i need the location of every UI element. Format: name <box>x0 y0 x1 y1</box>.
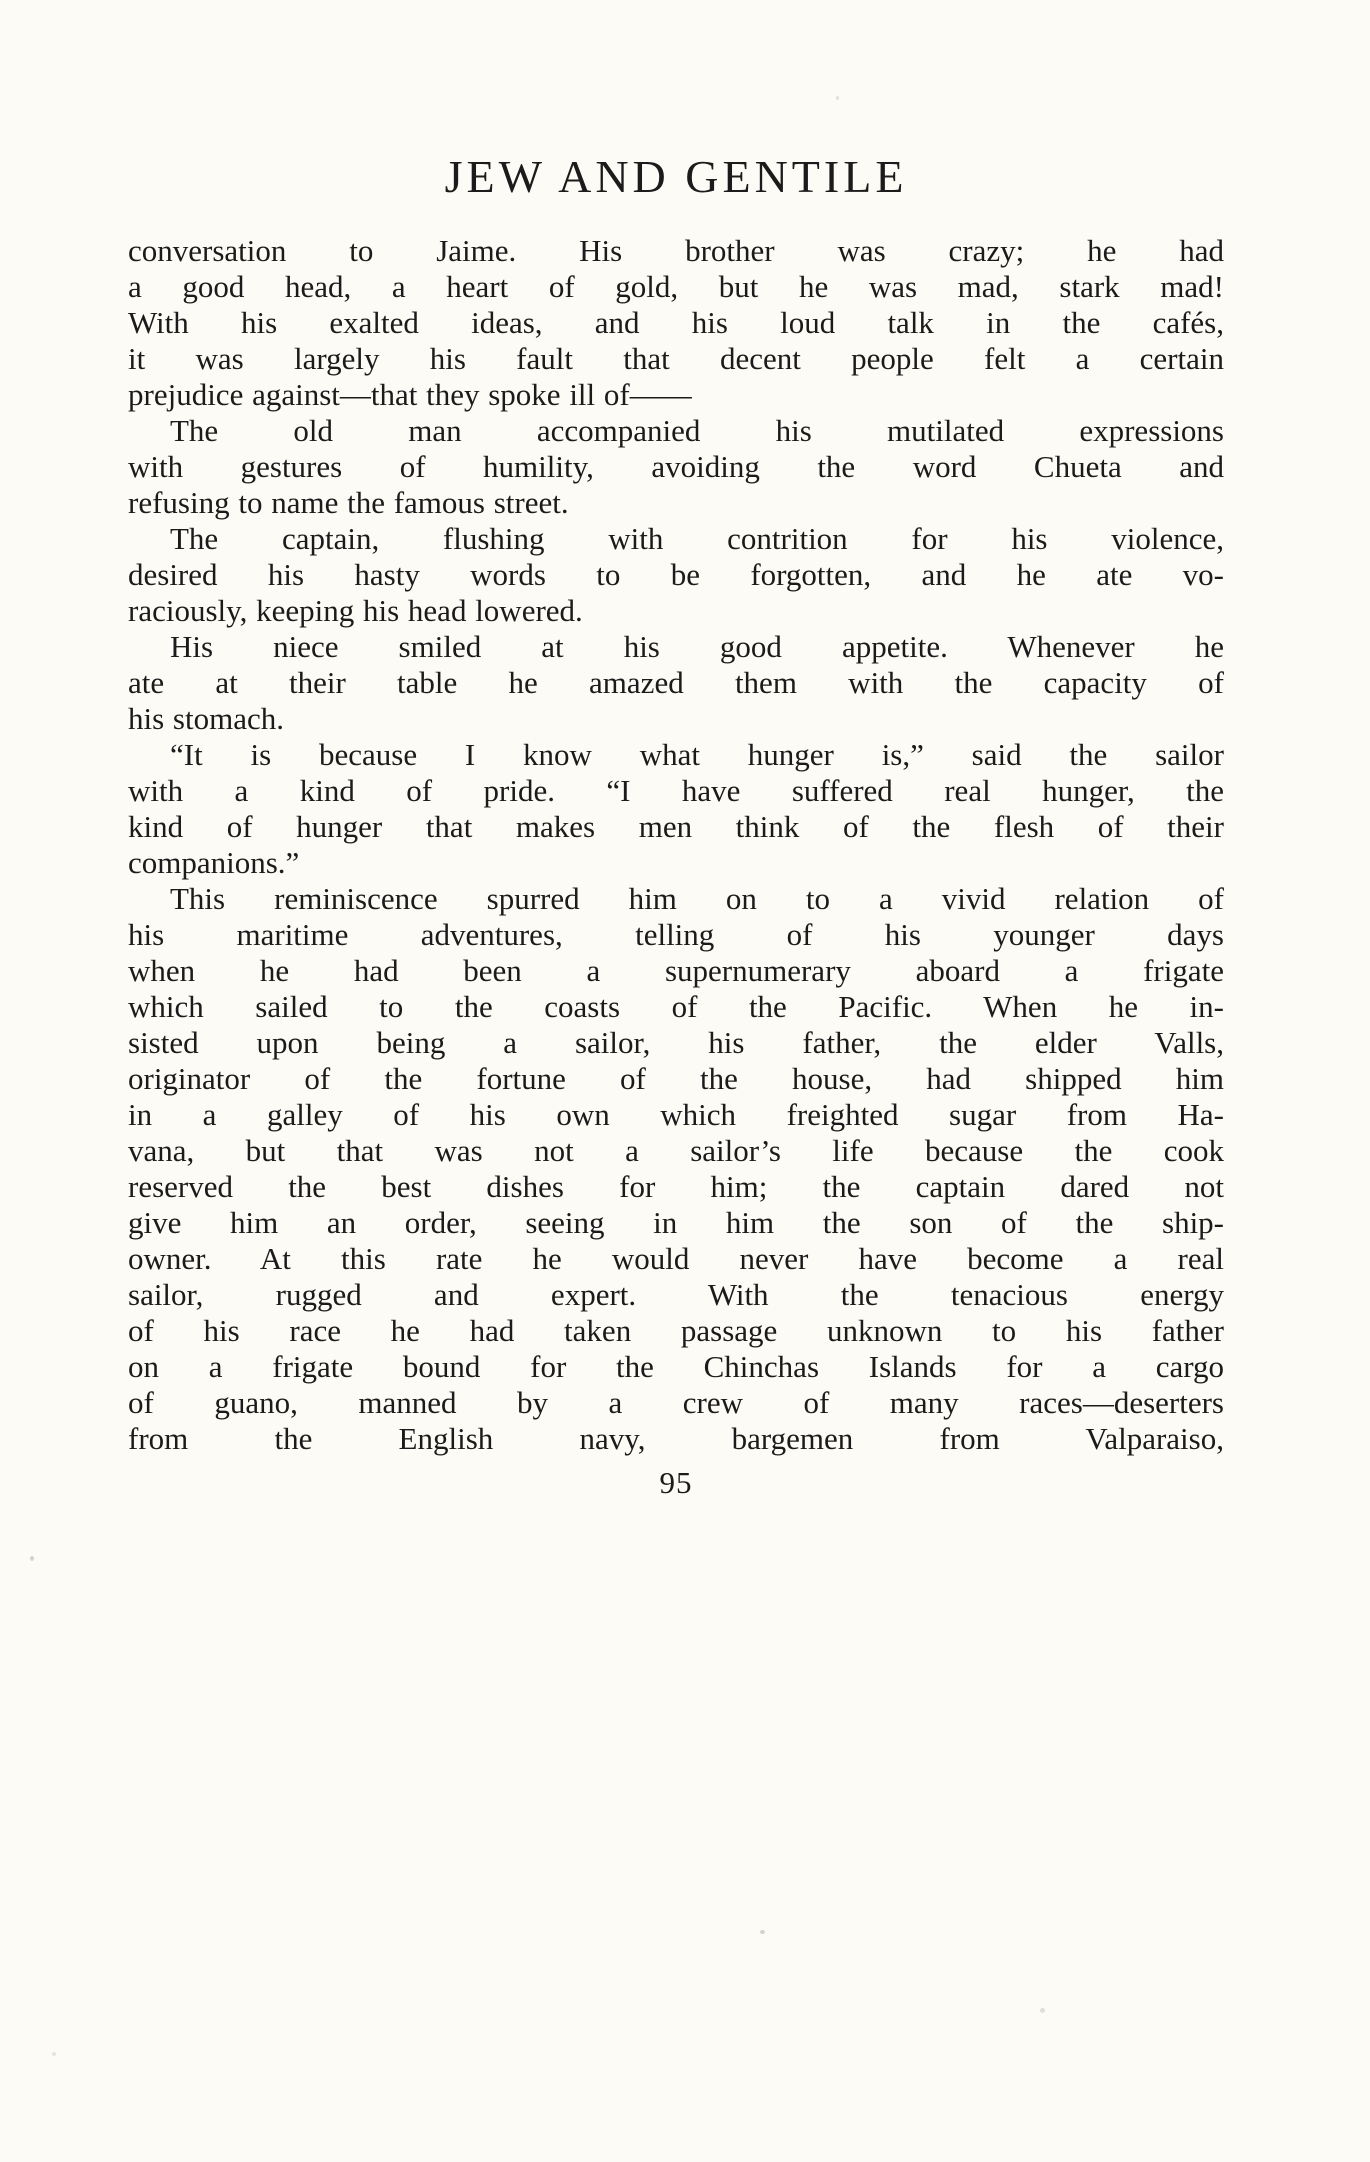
text-line: desired his hasty words to be forgotten, and he ate vo- <box>128 557 1224 592</box>
paragraph <box>128 233 1224 413</box>
text-line: on a frigate bound for the Chinchas Islands for a cargo <box>128 1349 1224 1384</box>
text-line: sailor, rugged and expert. With the tenacious energy <box>128 1277 1224 1312</box>
text-line: With his exalted ideas, and his loud talk in the cafés, <box>128 305 1224 340</box>
paragraph <box>128 881 1224 1457</box>
text-line: The old man accompanied his mutilated expressions <box>170 413 1224 448</box>
text-line: with gestures of humility, avoiding the word Chueta and <box>128 449 1224 484</box>
text-line: “It is because I know what hunger is,” said the sailor <box>170 737 1224 772</box>
text-line: ate at their table he amazed them with the capacity of <box>128 665 1224 700</box>
paragraph <box>128 737 1224 881</box>
page-number: 95 <box>659 1465 693 1500</box>
text-line: The captain, flushing with contrition for his violence, <box>170 521 1224 556</box>
page-content <box>128 150 1224 1501</box>
text-line: a good head, a heart of gold, but he was mad, stark mad! <box>128 269 1224 304</box>
scan-speck <box>836 96 839 100</box>
text-line: conversation to Jaime. His brother was crazy; he had <box>128 233 1224 268</box>
text-line: prejudice against—that they spoke ill of—— <box>128 377 692 412</box>
text-line: This reminiscence spurred him on to a vivid relation of <box>170 881 1224 916</box>
text-line: His niece smiled at his good appetite. Whenever he <box>170 629 1224 664</box>
scan-speck <box>760 1930 765 1934</box>
text-line: his maritime adventures, telling of his younger days <box>128 917 1224 952</box>
text-line: when he had been a supernumerary aboard a frigate <box>128 953 1224 988</box>
text-line: which sailed to the coasts of the Pacific. When he in- <box>128 989 1224 1024</box>
text-line: with a kind of pride. “I have suffered real hunger, the <box>128 773 1224 808</box>
text-line: it was largely his fault that decent people felt a certain <box>128 341 1224 376</box>
text-line: companions.” <box>128 845 300 880</box>
text-line: reserved the best dishes for him; the captain dared not <box>128 1169 1224 1204</box>
scan-speck <box>30 1556 34 1561</box>
text-line: kind of hunger that makes men think of the flesh of their <box>128 809 1224 844</box>
scan-speck <box>1040 2008 1045 2013</box>
text-line: sisted upon being a sailor, his father, the elder Valls, <box>128 1025 1224 1060</box>
text-line: owner. At this rate he would never have become a real <box>128 1241 1224 1276</box>
page-title: JEW AND GENTILE <box>444 151 908 202</box>
text-line: of his race he had taken passage unknown to his father <box>128 1313 1224 1348</box>
text-line: originator of the fortune of the house, had shipped him <box>128 1061 1224 1096</box>
paragraph <box>128 629 1224 737</box>
text-line: give him an order, seeing in him the son of the ship- <box>128 1205 1224 1240</box>
text-line: of guano, manned by a crew of many races—deserters <box>128 1385 1224 1420</box>
text-line: raciously, keeping his head lowered. <box>128 593 583 628</box>
paragraph <box>128 521 1224 629</box>
text-line: in a galley of his own which freighted sugar from Ha- <box>128 1097 1224 1132</box>
paragraph <box>128 413 1224 521</box>
body-text <box>128 233 1224 1457</box>
scan-speck <box>52 2052 56 2056</box>
text-line: vana, but that was not a sailor’s life because the cook <box>128 1133 1224 1168</box>
text-line: his stomach. <box>128 701 284 736</box>
text-line: from the English navy, bargemen from Valparaiso, <box>128 1421 1224 1456</box>
text-line: refusing to name the famous street. <box>128 485 569 520</box>
